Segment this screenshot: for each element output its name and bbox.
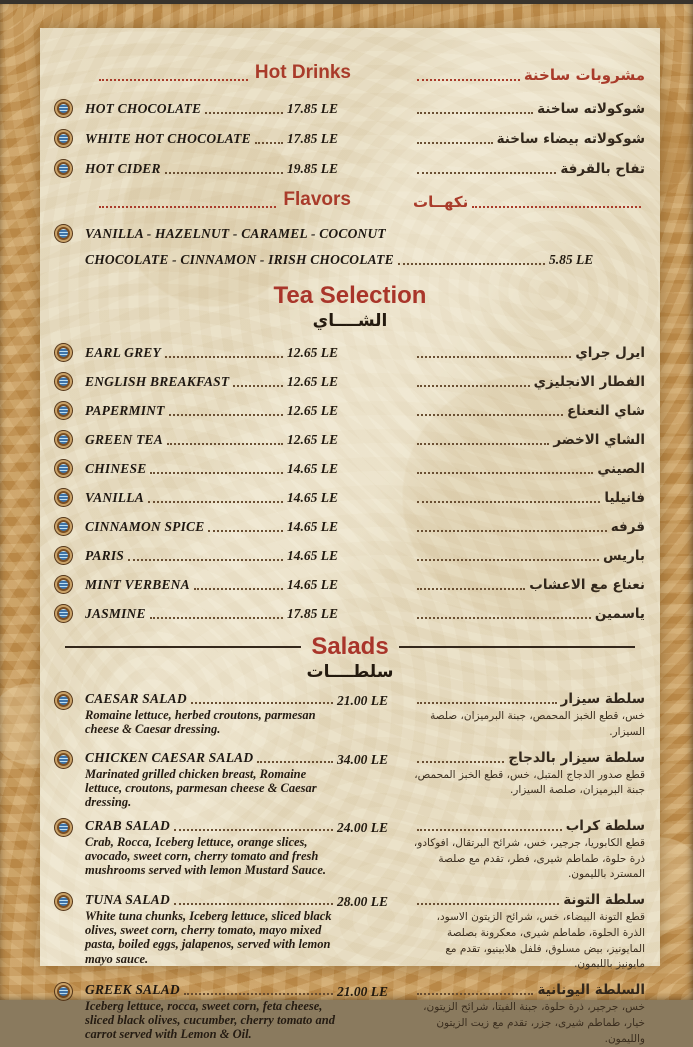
item-name-en: JASMINE (85, 606, 146, 621)
brand-seal-core (59, 522, 68, 531)
item-en-cell (85, 101, 287, 117)
item-price: 12.65 LE (287, 403, 339, 418)
item-name-en: HOT CIDER (85, 161, 161, 176)
brand-seal-icon (55, 160, 72, 177)
salad-ar-line (413, 750, 645, 766)
dotted-leader (398, 263, 545, 265)
salad-item-row (55, 818, 645, 883)
dotted-leader (417, 761, 504, 763)
item-name-ar: ايرل جراي (575, 345, 645, 361)
brand-seal-core (59, 696, 68, 705)
dotted-leader (167, 443, 283, 445)
item-description-en: White tuna chunks, Iceberg lettuce, sliced black olives, sweet corn, cherry tomato, mayo mixed pasta, boiled eggs, jalapenos, served with lemon mayo sauce. (85, 909, 332, 966)
item-name-ar: تفاح بالقرفة (560, 161, 645, 177)
hot-drinks-header-left (55, 62, 351, 84)
brand-seal-icon (55, 751, 72, 768)
dotted-leader (208, 530, 283, 532)
item-name-ar: شوكولاته بيضاء ساخنة (496, 131, 645, 147)
item-ar-cell (413, 461, 645, 477)
dotted-leader (417, 385, 530, 387)
brand-seal-icon (55, 344, 72, 361)
flavors-list-line2: CHOCOLATE - CINNAMON - IRISH CHOCOLATE (85, 252, 394, 267)
brand-seal-icon (55, 460, 72, 477)
item-price: 19.85 LE (287, 161, 339, 176)
tea-title-en: Tea Selection (273, 282, 427, 309)
item-price: 17.85 LE (287, 606, 339, 621)
brand-seal-icon (55, 402, 72, 419)
dotted-leader (184, 993, 333, 995)
flavors-list-line1: VANILLA - HAZELNUT - CARAMEL - COCONUT (85, 226, 386, 241)
menu-item-row (55, 517, 645, 535)
item-ar-cell (413, 548, 645, 564)
salad-en-line (85, 982, 337, 998)
item-name-ar: ياسمين (594, 606, 645, 622)
dotted-leader (150, 617, 283, 619)
brand-seal-core (59, 435, 68, 444)
salad-ar-line (413, 982, 645, 998)
tea-list (55, 343, 645, 622)
item-en-cell (85, 161, 287, 177)
item-description-en: Iceberg lettuce, rocca, sweet corn, feta cheese, sliced black olives, cucumber, cherry tomato and carrot served with Lemon & Oil. (85, 999, 335, 1042)
item-ar-cell (413, 490, 645, 506)
item-name-ar: الشاي الاخضر (553, 432, 645, 448)
dotted-leader (148, 501, 283, 503)
item-ar-cell (413, 403, 645, 419)
item-price: 12.65 LE (287, 345, 339, 360)
menu-item-row (55, 159, 645, 177)
brand-seal-icon (55, 605, 72, 622)
salad-en-line (85, 892, 337, 908)
dotted-leader (417, 829, 562, 831)
dotted-leader (417, 559, 599, 561)
salad-item-row (55, 691, 645, 741)
brand-seal-core (59, 493, 68, 502)
item-en-cell (85, 461, 287, 477)
brand-seal-core (59, 164, 68, 173)
brand-seal-icon (55, 130, 72, 147)
salads-header (55, 633, 645, 661)
item-name-en: PARIS (85, 548, 125, 563)
salad-en-block (85, 892, 337, 966)
item-name-ar: سلطة سيزار (560, 691, 645, 707)
salads-list (55, 691, 645, 1047)
section-tea (55, 282, 645, 622)
salad-ar-block (413, 818, 645, 883)
item-en-cell (85, 548, 287, 564)
item-name-en: HOT CHOCOLATE (85, 101, 202, 116)
dotted-leader (417, 356, 571, 358)
item-name-en: CHICKEN CAESAR SALAD (85, 749, 254, 765)
dotted-leader (417, 588, 525, 590)
menu-item-row (55, 343, 645, 361)
brand-seal-core (59, 823, 68, 832)
item-name-en: MINT VERBENA (85, 577, 190, 592)
brand-seal-core (59, 897, 68, 906)
item-en-cell (85, 432, 287, 448)
item-ar-cell (413, 577, 645, 593)
item-name-en: CHINESE (85, 461, 147, 476)
flavors-title-en: Flavors (283, 189, 351, 210)
salad-ar-line (413, 818, 645, 834)
item-name-ar: الفطار الانجليزي (533, 374, 645, 390)
dotted-leader (417, 142, 493, 144)
menu-item-row (55, 575, 645, 593)
item-name-ar: باريس (602, 548, 645, 564)
dotted-leader (417, 472, 593, 474)
menu-item-row (55, 430, 645, 448)
salad-item-row (55, 750, 645, 809)
salads-title-ar: سلطــــات (306, 662, 394, 682)
item-en-cell (85, 490, 287, 506)
salad-en-block (85, 818, 337, 877)
dotted-leader (255, 142, 283, 144)
item-ar-cell (413, 606, 645, 622)
salads-title-en: Salads (311, 633, 389, 660)
menu-panel (40, 28, 660, 1045)
item-name-en: CAESAR SALAD (85, 691, 187, 706)
hot-drinks-header-right (413, 66, 645, 84)
item-name-en: WHITE HOT CHOCOLATE (85, 131, 251, 146)
item-en-cell (85, 403, 287, 419)
dotted-leader (417, 112, 533, 114)
item-price: 17.85 LE (287, 131, 339, 146)
header-rule-right (399, 646, 635, 648)
item-name-en: EARL GREY (85, 345, 161, 360)
dotted-leader (417, 79, 520, 81)
hot-drinks-title-ar: مشروبات ساخنة (523, 66, 645, 84)
brand-seal-icon (55, 983, 72, 1000)
dotted-leader (472, 206, 641, 208)
item-name-en: ENGLISH BREAKFAST (85, 374, 230, 389)
item-name-ar: فانيليا (604, 490, 645, 506)
item-description-en: Marinated grilled chicken breast, Romaine lettuce, croutons, parmesan cheese & Caesar dressing. (85, 766, 317, 809)
dotted-leader (194, 588, 283, 590)
item-en-cell (85, 606, 287, 622)
flavors-line-2 (55, 252, 645, 268)
salad-en-line (85, 750, 337, 766)
dotted-leader (233, 385, 283, 387)
menu-item-row (55, 604, 645, 622)
menu-item-row (55, 488, 645, 506)
dotted-leader (417, 993, 533, 995)
item-ar-cell (413, 161, 645, 177)
item-en-cell (85, 519, 287, 535)
flavors-title-ar: نكهــات (413, 193, 469, 211)
brand-seal-icon (55, 893, 72, 910)
item-en-cell (85, 577, 287, 593)
salad-ar-block (413, 750, 645, 800)
item-name-en: PAPERMINT (85, 403, 165, 418)
item-en-cell (85, 345, 287, 361)
salad-ar-block (413, 982, 645, 1047)
brand-seal-icon (55, 692, 72, 709)
dotted-leader (417, 443, 549, 445)
item-price: 24.00 LE (337, 819, 389, 835)
brand-seal-core (59, 104, 68, 113)
flavors-header-left (55, 189, 351, 211)
menu-item-row (55, 546, 645, 564)
salad-ar-block (413, 691, 645, 741)
brand-seal-core (59, 348, 68, 357)
section-hot-drinks (55, 62, 645, 268)
salad-ar-block (413, 892, 645, 973)
brand-seal-icon (55, 100, 72, 117)
item-en-cell (85, 374, 287, 390)
item-description-ar: خس، جرجير، ذرة حلوة، جبنة الفيتا، شرائح الزيتون، خيار، طماطم شيرى، جزر، تقدم مع زيت الزيتون والليمون. (423, 1001, 645, 1045)
dotted-leader (174, 903, 333, 905)
salad-en-line (85, 818, 337, 834)
dotted-leader (417, 702, 557, 704)
dotted-leader (417, 530, 607, 532)
item-name-ar: سلطة كراب (565, 817, 645, 834)
brand-seal-icon (55, 547, 72, 564)
brand-seal-core (59, 609, 68, 618)
brand-seal-core (59, 406, 68, 415)
salad-item-row (55, 892, 645, 973)
item-name-en: GREEK SALAD (85, 982, 180, 998)
dotted-leader (174, 829, 333, 831)
brand-seal-icon (55, 576, 72, 593)
item-description-en: Romaine lettuce, herbed croutons, parmesan cheese & Caesar dressing. (85, 708, 316, 737)
brand-seal-core (59, 755, 68, 764)
item-name-ar: نعناع مع الاعشاب (529, 577, 645, 593)
brand-seal-icon (55, 489, 72, 506)
item-name-ar: الصيني (597, 461, 645, 477)
item-name-ar: السلطة اليونانية (537, 982, 645, 999)
item-name-ar: سلطة التونة (563, 892, 645, 909)
item-name-en: GREEN TEA (85, 432, 163, 447)
dotted-leader (205, 112, 283, 114)
flavors-header (55, 189, 645, 211)
item-price: 14.65 LE (287, 548, 339, 563)
salad-ar-line (413, 691, 645, 707)
item-price: 28.00 LE (337, 894, 389, 910)
item-name-en: TUNA SALAD (85, 892, 170, 908)
dotted-leader (417, 172, 556, 174)
section-salads (55, 633, 645, 1047)
item-name-en: VANILLA (85, 490, 144, 505)
tea-title-ar: الشــــاي (312, 311, 388, 331)
dotted-leader (99, 79, 248, 81)
tea-header (55, 282, 645, 331)
item-price: 34.00 LE (337, 751, 389, 767)
brand-seal-icon (55, 518, 72, 535)
brand-seal-core (59, 377, 68, 386)
salad-en-block (85, 982, 337, 1041)
dotted-leader (417, 501, 600, 503)
item-ar-cell (413, 374, 645, 390)
brand-seal-core (59, 134, 68, 143)
item-price: 12.65 LE (287, 374, 339, 389)
dotted-leader (99, 206, 276, 208)
item-name-en: CRAB SALAD (85, 817, 170, 833)
brand-seal-icon (55, 373, 72, 390)
item-en-cell (85, 131, 287, 147)
salad-ar-line (413, 892, 645, 908)
dotted-leader (191, 702, 333, 704)
item-description-ar: قطع الكابوريا، جرجير، خس، شرائح البرتقال، افوكادو، ذرة حلوة، طماطم شيرى، فطر، تقدم مع صلصة المسترد بالليمون. (413, 836, 645, 881)
item-price: 17.85 LE (287, 101, 339, 116)
hot-drinks-list (55, 99, 645, 177)
header-rule-left (65, 646, 301, 648)
dotted-leader (128, 559, 283, 561)
item-ar-cell (413, 432, 645, 448)
item-name-en: CINNAMON SPICE (85, 519, 205, 534)
brand-seal-core (59, 464, 68, 473)
item-price: 12.65 LE (287, 432, 339, 447)
item-description-ar: قطع التونة البيضاء، خس، شرائح الزيتون الاسود، الذرة الحلوة، طماطم شيرى، معكرونة بصلصة المايونيز، بيض مسلوق، فلفل هلابينيو، تقدم مع مايونيز بالليمون. (436, 911, 645, 971)
flavors-price: 5.85 LE (549, 252, 594, 267)
item-ar-cell (413, 519, 645, 535)
item-ar-cell (413, 345, 645, 361)
dotted-leader (165, 172, 283, 174)
dotted-leader (169, 414, 283, 416)
menu-item-row (55, 99, 645, 117)
dotted-leader (417, 903, 559, 905)
menu-item-row (55, 372, 645, 390)
item-description-ar: خس، قطع الخبز المحمص، جبنة البرميزان، صلصة السيزار. (430, 710, 645, 738)
item-price: 21.00 LE (337, 693, 389, 708)
hot-drinks-header (55, 62, 645, 84)
item-description-en: Crab, Rocca, Iceberg lettuce, orange slices, avocado, sweet corn, cherry tomato and fresh mushrooms served with lemon Mustard Sauce. (85, 834, 327, 878)
dotted-leader (417, 414, 563, 416)
brand-seal-core (59, 551, 68, 560)
dotted-leader (150, 472, 283, 474)
brand-seal-core (59, 580, 68, 589)
dotted-leader (417, 617, 591, 619)
brand-seal-icon (55, 225, 72, 242)
item-price: 14.65 LE (287, 461, 339, 476)
brand-seal-core (59, 987, 68, 996)
brand-seal-icon (55, 819, 72, 836)
item-ar-cell (413, 131, 645, 147)
salad-en-block (85, 750, 337, 809)
menu-item-row (55, 459, 645, 477)
item-price: 14.65 LE (287, 577, 339, 592)
item-description-ar: قطع صدور الدجاج المتبل، خس، قطع الخبز المحمص، جبنة البرميزان، صلصة السيزار. (414, 768, 645, 797)
menu-item-row (55, 129, 645, 147)
item-name-ar: سلطة سيزار بالدجاج (508, 749, 645, 766)
item-price: 14.65 LE (287, 519, 339, 534)
brand-seal-core (59, 229, 68, 238)
salad-en-line (85, 691, 337, 707)
item-price: 21.00 LE (337, 984, 389, 1000)
salad-en-block (85, 691, 337, 736)
menu-item-row (55, 401, 645, 419)
item-name-ar: شاي النعناع (566, 403, 645, 419)
flavors-line-1 (55, 224, 645, 242)
brand-seal-icon (55, 431, 72, 448)
salad-item-row (55, 982, 645, 1047)
item-name-ar: شوكولاته ساخنة (537, 101, 645, 117)
hot-drinks-title-en: Hot Drinks (254, 62, 351, 83)
item-price: 14.65 LE (287, 490, 339, 505)
flavors-header-right (413, 193, 645, 211)
dotted-leader (257, 761, 333, 763)
item-ar-cell (413, 101, 645, 117)
item-name-ar: قرفه (610, 519, 645, 535)
dotted-leader (165, 356, 283, 358)
